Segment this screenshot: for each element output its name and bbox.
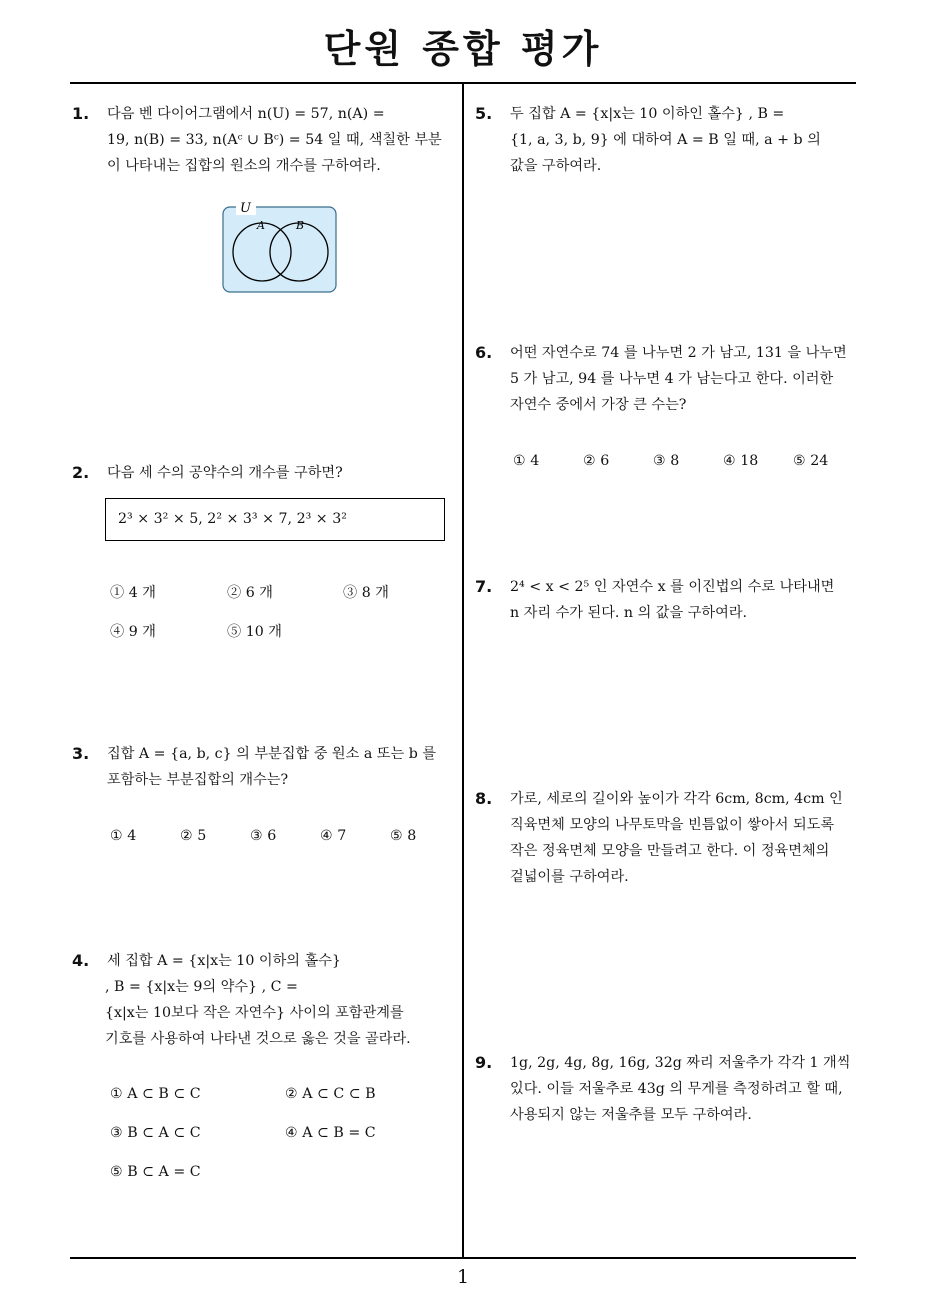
question-line: {x|x는 10보다 작은 자연수} 사이의 포함관계를 xyxy=(105,1005,404,1021)
column-divider xyxy=(462,83,464,1258)
question-line: 포함하는 부분집합의 개수는? xyxy=(107,772,289,788)
choice-item[interactable]: ① 4 xyxy=(110,828,137,844)
universe-rect xyxy=(223,207,336,292)
question-line: 2⁴ < x < 2⁵ 인 자연수 x 를 이진법의 수로 나타내면 xyxy=(510,579,835,595)
question-text xyxy=(107,101,456,179)
question-text xyxy=(510,574,859,626)
venn-diagram xyxy=(220,195,340,295)
choice-item[interactable]: ① 4 개 xyxy=(110,585,156,601)
question-line: 다음 세 수의 공약수의 개수를 구하면? xyxy=(107,465,343,481)
question-text xyxy=(510,1050,859,1128)
choice-item[interactable]: ② 6 개 xyxy=(227,585,273,601)
page-number: 1 xyxy=(456,1266,470,1288)
question-number: 5. xyxy=(475,104,493,123)
question-line: 기호를 사용하여 나타낸 것으로 옳은 것을 골라라. xyxy=(105,1031,411,1047)
question-line: 값을 구하여라. xyxy=(510,158,602,174)
choice-item[interactable]: ⑤ 8 xyxy=(390,828,417,844)
question-number: 4. xyxy=(72,951,90,970)
question-text xyxy=(510,786,859,890)
question-number: 7. xyxy=(475,577,493,596)
question-9 xyxy=(475,1050,859,1128)
question-text xyxy=(107,741,456,793)
question-4-continued xyxy=(105,974,457,1052)
question-text xyxy=(510,340,859,418)
question-line: 집합 A = {a, b, c} 의 부분집합 중 원소 a 또는 b 를 xyxy=(107,746,437,762)
expression-box: 2³ × 3² × 5, 2² × 3³ × 7, 2³ × 3² xyxy=(105,498,445,541)
question-line: {1, a, 3, b, 9} 에 대하여 A = B 일 때, a + b 의 xyxy=(510,132,821,148)
bottom-rule xyxy=(70,1257,856,1259)
question-7 xyxy=(475,574,859,626)
question-line: 직육면체 모양의 나무토막을 빈틈없이 쌓아서 되도록 xyxy=(510,817,835,833)
choice-item[interactable]: ③ 8 개 xyxy=(343,585,389,601)
question-1 xyxy=(72,101,456,179)
question-line: 자연수 중에서 가장 큰 수는? xyxy=(510,397,687,413)
choice-item[interactable]: ④ 9 개 xyxy=(110,624,156,640)
choice-item[interactable]: ③ 8 xyxy=(653,453,680,469)
choice-item[interactable]: ③ B ⊂ A ⊂ C xyxy=(110,1125,201,1141)
question-3 xyxy=(72,741,456,793)
question-line: , B = {x|x는 9의 약수} , C = xyxy=(105,979,298,995)
question-line: 19, n(B) = 33, n(Aᶜ ∪ Bᶜ) = 54 일 때, 색칠한 부분 xyxy=(107,132,442,148)
question-2 xyxy=(72,460,456,486)
choice-item[interactable]: ③ 6 xyxy=(250,828,277,844)
set-b-label: B xyxy=(296,219,305,232)
question-text xyxy=(510,101,859,179)
question-6 xyxy=(475,340,859,418)
question-line: 있다. 이들 저울추로 43g 의 무게를 측정하려고 할 때, xyxy=(510,1081,843,1097)
choice-item[interactable]: ② 5 xyxy=(180,828,207,844)
question-5 xyxy=(475,101,859,179)
question-number: 6. xyxy=(475,343,493,362)
question-4 xyxy=(72,948,456,974)
choice-item[interactable]: ⑤ B ⊂ A = C xyxy=(110,1164,201,1180)
choice-item[interactable]: ④ 7 xyxy=(320,828,347,844)
choice-item[interactable]: ⑤ 10 개 xyxy=(227,624,282,640)
question-8 xyxy=(475,786,859,890)
question-text xyxy=(107,460,456,486)
universe-label: U xyxy=(240,201,251,216)
question-line: 1g, 2g, 4g, 8g, 16g, 32g 짜리 저울추가 각각 1 개씩 xyxy=(510,1055,851,1071)
question-text xyxy=(107,948,456,974)
set-a-label: A xyxy=(257,219,265,232)
question-number: 8. xyxy=(475,789,493,808)
question-number: 1. xyxy=(72,104,90,123)
question-line: 이 나타내는 집합의 원소의 개수를 구하여라. xyxy=(107,158,381,174)
choice-item[interactable]: ① A ⊂ B ⊂ C xyxy=(110,1086,201,1102)
choice-item[interactable]: ② 6 xyxy=(583,453,610,469)
choice-item[interactable]: ② A ⊂ C ⊂ B xyxy=(285,1086,376,1102)
question-line: 5 가 남고, 94 를 나누면 4 가 남는다고 한다. 이러한 xyxy=(510,371,834,387)
choice-item[interactable]: ⑤ 24 xyxy=(793,453,829,469)
question-line: 작은 정육면체 모양을 만들려고 한다. 이 정육면체의 xyxy=(510,843,830,859)
question-number: 9. xyxy=(475,1053,493,1072)
question-line: 어떤 자연수로 74 를 나누면 2 가 남고, 131 을 나누면 xyxy=(510,345,847,361)
question-line: 겉넓이를 구하여라. xyxy=(510,869,629,885)
choice-item[interactable]: ① 4 xyxy=(513,453,540,469)
question-number: 3. xyxy=(72,744,90,763)
choice-item[interactable]: ④ A ⊂ B = C xyxy=(285,1125,376,1141)
question-line: 사용되지 않는 저울추를 모두 구하여라. xyxy=(510,1107,752,1123)
question-line: 두 집합 A = {x|x는 10 이하인 홀수} , B = xyxy=(510,106,785,122)
question-line: 가로, 세로의 길이와 높이가 각각 6cm, 8cm, 4cm 인 xyxy=(510,791,843,807)
question-line: n 자리 수가 된다. n 의 값을 구하여라. xyxy=(510,605,748,621)
question-line: 세 집합 A = {x|x는 10 이하의 홀수} xyxy=(107,953,341,969)
question-line: 다음 벤 다이어그램에서 n(U) = 57, n(A) = xyxy=(107,106,385,122)
question-number: 2. xyxy=(72,463,90,482)
choice-item[interactable]: ④ 18 xyxy=(723,453,759,469)
page-title: 단원 종합 평가 xyxy=(323,27,603,71)
